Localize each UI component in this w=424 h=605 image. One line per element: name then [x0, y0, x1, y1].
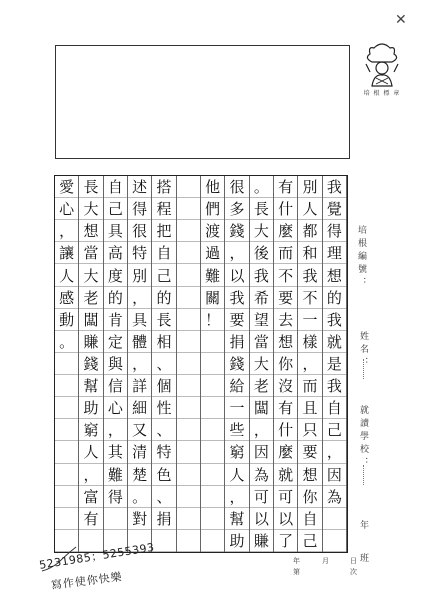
composition-cell	[323, 530, 346, 552]
composition-cell: 的	[323, 287, 346, 309]
composition-cell	[177, 353, 200, 375]
composition-cell: 又	[128, 419, 151, 441]
composition-cell: 了	[274, 530, 297, 552]
composition-cell: ，	[225, 242, 248, 264]
composition-cell: 己	[152, 264, 175, 286]
composition-column	[79, 176, 103, 552]
composition-cell: 要	[225, 309, 248, 331]
composition-cell: 可	[250, 486, 273, 508]
composition-cell: ，	[104, 419, 127, 441]
composition-cell	[55, 508, 78, 530]
composition-column	[152, 176, 176, 552]
composition-cell	[177, 309, 200, 331]
composition-cell	[152, 530, 175, 552]
composition-cell	[201, 397, 224, 419]
composition-cell: 細	[128, 397, 151, 419]
composition-cell: 錢	[79, 353, 102, 375]
composition-cell: 可	[274, 486, 297, 508]
composition-cell: 窮	[225, 441, 248, 463]
composition-cell: 心	[55, 198, 78, 220]
stamp-slogan: 寫作使你快樂	[50, 570, 124, 592]
composition-cell	[201, 441, 224, 463]
composition-cell: ，	[128, 353, 151, 375]
composition-cell	[201, 530, 224, 552]
composition-cell: 覺	[323, 198, 346, 220]
composition-cell: 闆	[250, 397, 273, 419]
composition-cell: 己	[104, 198, 127, 220]
composition-cell: 為	[250, 464, 273, 486]
composition-cell: 而	[274, 242, 297, 264]
composition-cell: 清	[128, 441, 151, 463]
composition-cell: 大	[250, 353, 273, 375]
composition-cell: 得	[104, 486, 127, 508]
composition-cell: ，	[323, 441, 346, 463]
composition-cell: 。	[128, 486, 151, 508]
name-label: 姓名：	[358, 331, 368, 370]
composition-cell: 得	[128, 198, 151, 220]
composition-cell	[55, 353, 78, 375]
composition-cell	[201, 508, 224, 530]
footer-year: 年	[293, 557, 300, 565]
composition-column	[128, 176, 152, 552]
composition-cell: 信	[104, 375, 127, 397]
composition-cell: 和	[298, 242, 321, 264]
composition-cell: 後	[250, 242, 273, 264]
composition-cell: 詳	[128, 375, 151, 397]
composition-cell: 些	[225, 419, 248, 441]
logo	[362, 42, 402, 102]
composition-column	[201, 176, 225, 552]
composition-cell: 富	[79, 486, 102, 508]
composition-cell	[177, 242, 200, 264]
composition-cell: 長	[152, 309, 175, 331]
composition-cell: 、	[152, 353, 175, 375]
composition-cell: 自	[323, 397, 346, 419]
composition-cell	[177, 264, 200, 286]
composition-cell: 自	[104, 176, 127, 198]
composition-cell: 色	[152, 464, 175, 486]
composition-cell: 特	[128, 242, 151, 264]
composition-cell	[177, 397, 200, 419]
composition-cell: ，	[128, 287, 151, 309]
composition-cell: 們	[201, 198, 224, 220]
composition-cell: 錢	[225, 353, 248, 375]
title-label: 培根編號：	[356, 225, 366, 290]
composition-cell	[177, 530, 200, 552]
composition-cell: 。	[55, 331, 78, 353]
composition-cell: 窮	[79, 419, 102, 441]
composition-cell: 而	[298, 375, 321, 397]
composition-cell: 長	[79, 176, 102, 198]
composition-cell: 很	[128, 220, 151, 242]
composition-cell: 一	[225, 397, 248, 419]
corner-mark: ✕	[395, 12, 407, 28]
composition-cell: 助	[225, 530, 248, 552]
class-label: 班	[358, 553, 368, 566]
composition-cell: 你	[298, 486, 321, 508]
side-labels	[355, 225, 415, 605]
composition-cell	[177, 441, 200, 463]
composition-cell: 我	[250, 264, 273, 286]
composition-cell: 我	[323, 375, 346, 397]
logo-caption: 培 根 標 章	[363, 90, 401, 97]
composition-cell: 程	[152, 198, 175, 220]
composition-cell: 要	[298, 441, 321, 463]
composition-column	[323, 176, 347, 552]
composition-cell: 去	[274, 309, 297, 331]
composition-cell: 高	[104, 242, 127, 264]
composition-cell	[104, 508, 127, 530]
composition-cell: 難	[104, 464, 127, 486]
composition-cell	[201, 331, 224, 353]
composition-column	[250, 176, 274, 552]
composition-cell	[201, 375, 224, 397]
composition-cell: 人	[225, 464, 248, 486]
grade-label: 年	[358, 520, 368, 533]
composition-cell: 你	[274, 353, 297, 375]
composition-cell: ，	[55, 220, 78, 242]
composition-cell: 己	[323, 419, 346, 441]
composition-cell: 就	[323, 331, 346, 353]
logo-icon	[362, 42, 402, 88]
composition-cell: 的	[152, 287, 175, 309]
composition-cell: 想	[323, 264, 346, 286]
composition-cell: 。	[250, 176, 273, 198]
composition-cell: 麼	[274, 220, 297, 242]
composition-column	[274, 176, 298, 552]
composition-cell: ，	[298, 353, 321, 375]
composition-cell: 多	[225, 198, 248, 220]
name-field-line	[363, 359, 364, 379]
composition-cell: 不	[274, 264, 297, 286]
composition-cell: 以	[274, 508, 297, 530]
composition-cell: 大	[79, 198, 102, 220]
composition-cell: 具	[128, 309, 151, 331]
composition-cell: 就	[274, 464, 297, 486]
composition-cell	[177, 198, 200, 220]
composition-cell: ，	[225, 486, 248, 508]
composition-cell	[201, 464, 224, 486]
composition-cell: 大	[79, 264, 102, 286]
composition-cell: 長	[250, 198, 273, 220]
composition-cell	[55, 375, 78, 397]
composition-cell: 一	[298, 309, 321, 331]
composition-cell: 理	[323, 242, 346, 264]
composition-cell: 他	[201, 176, 224, 198]
composition-cell: 讓	[55, 242, 78, 264]
composition-cell: 沒	[274, 375, 297, 397]
composition-cell: 因	[250, 441, 273, 463]
composition-cell	[201, 419, 224, 441]
composition-cell: 什	[274, 198, 297, 220]
composition-cell: 助	[79, 397, 102, 419]
composition-cell: 有	[79, 508, 102, 530]
footer-day: 日	[350, 557, 357, 565]
composition-cell: 樣	[298, 331, 321, 353]
composition-cell: 自	[152, 242, 175, 264]
composition-cell: 、	[152, 486, 175, 508]
composition-cell: 人	[55, 264, 78, 286]
composition-cell: 老	[79, 287, 102, 309]
composition-cell: 的	[104, 287, 127, 309]
composition-cell	[177, 375, 200, 397]
composition-cell: 當	[250, 331, 273, 353]
stamp-phone: 5231985；5255393	[38, 540, 156, 572]
composition-grid	[54, 175, 348, 553]
composition-cell: 具	[104, 220, 127, 242]
composition-cell	[177, 220, 200, 242]
composition-cell: 相	[152, 331, 175, 353]
composition-cell: 、	[152, 419, 175, 441]
composition-cell	[55, 397, 78, 419]
footer-ordinal: 第	[293, 568, 300, 576]
composition-cell: 體	[128, 331, 151, 353]
composition-cell	[55, 486, 78, 508]
composition-column	[177, 176, 201, 552]
composition-cell: 都	[298, 220, 321, 242]
composition-cell: 賺	[250, 530, 273, 552]
composition-cell: 感	[55, 287, 78, 309]
composition-cell: 很	[225, 176, 248, 198]
composition-cell: 性	[152, 397, 175, 419]
composition-cell: 我	[225, 287, 248, 309]
composition-cell: 要	[274, 287, 297, 309]
composition-column	[298, 176, 322, 552]
composition-cell	[55, 419, 78, 441]
composition-cell: 有	[274, 397, 297, 419]
composition-cell: 闆	[79, 309, 102, 331]
composition-cell: 我	[298, 264, 321, 286]
composition-cell: 賺	[79, 331, 102, 353]
composition-cell: 別	[128, 264, 151, 286]
composition-cell	[177, 176, 200, 198]
composition-cell: 述	[128, 176, 151, 198]
composition-cell: 己	[298, 530, 321, 552]
composition-cell: 愛	[55, 176, 78, 198]
composition-cell: 錢	[225, 220, 248, 242]
composition-column	[104, 176, 128, 552]
composition-cell: 捐	[152, 508, 175, 530]
composition-cell: 人	[79, 441, 102, 463]
composition-cell	[201, 353, 224, 375]
composition-cell: 特	[152, 441, 175, 463]
composition-cell	[177, 486, 200, 508]
comment-box	[55, 45, 350, 159]
school-field-line	[363, 465, 364, 485]
composition-cell: 人	[298, 198, 321, 220]
composition-cell: 其	[104, 441, 127, 463]
footer-times: 次	[350, 568, 357, 576]
composition-cell: ！	[201, 309, 224, 331]
composition-cell: ，	[250, 419, 273, 441]
composition-cell: 心	[104, 397, 127, 419]
composition-cell: 幫	[225, 508, 248, 530]
composition-cell: 以	[250, 508, 273, 530]
composition-cell: 有	[274, 176, 297, 198]
composition-cell: 什	[274, 419, 297, 441]
composition-cell	[177, 464, 200, 486]
composition-cell: 老	[250, 375, 273, 397]
composition-cell: 我	[323, 309, 346, 331]
composition-cell: 只	[298, 419, 321, 441]
composition-cell: 過	[201, 242, 224, 264]
composition-cell: ，	[79, 464, 102, 486]
composition-cell: 定	[104, 331, 127, 353]
composition-cell: 是	[323, 353, 346, 375]
composition-column	[225, 176, 249, 552]
composition-cell: 搭	[152, 176, 175, 198]
composition-cell: 想	[274, 331, 297, 353]
composition-column	[55, 176, 79, 552]
composition-cell: 且	[298, 397, 321, 419]
composition-cell: 對	[128, 508, 151, 530]
composition-cell: 關	[201, 287, 224, 309]
composition-cell: 捐	[225, 331, 248, 353]
composition-cell: 想	[79, 220, 102, 242]
footer-month: 月	[322, 557, 329, 565]
composition-cell	[55, 441, 78, 463]
composition-cell: 為	[323, 486, 346, 508]
composition-cell: 別	[298, 176, 321, 198]
composition-cell: 不	[298, 287, 321, 309]
composition-cell: 與	[104, 353, 127, 375]
composition-cell: 麼	[274, 441, 297, 463]
composition-cell: 當	[79, 242, 102, 264]
composition-cell	[177, 419, 200, 441]
composition-cell	[177, 508, 200, 530]
composition-cell: 大	[250, 220, 273, 242]
composition-cell: 望	[250, 309, 273, 331]
composition-cell	[177, 331, 200, 353]
composition-cell: 把	[152, 220, 175, 242]
composition-cell: 因	[323, 464, 346, 486]
composition-cell: 想	[298, 464, 321, 486]
composition-cell	[201, 486, 224, 508]
composition-cell	[55, 464, 78, 486]
composition-cell: 希	[250, 287, 273, 309]
composition-cell: 自	[298, 508, 321, 530]
composition-cell: 個	[152, 375, 175, 397]
composition-cell: 我	[323, 176, 346, 198]
composition-cell: 楚	[128, 464, 151, 486]
composition-cell: 以	[225, 264, 248, 286]
composition-cell: 渡	[201, 220, 224, 242]
composition-cell: 給	[225, 375, 248, 397]
composition-cell: 幫	[79, 375, 102, 397]
composition-cell: 度	[104, 264, 127, 286]
composition-cell: 肯	[104, 309, 127, 331]
composition-cell: 難	[201, 264, 224, 286]
composition-cell: 得	[323, 220, 346, 242]
composition-cell	[323, 508, 346, 530]
school-label: 就讀學校：	[358, 405, 368, 470]
composition-cell	[177, 287, 200, 309]
composition-cell: 動	[55, 309, 78, 331]
